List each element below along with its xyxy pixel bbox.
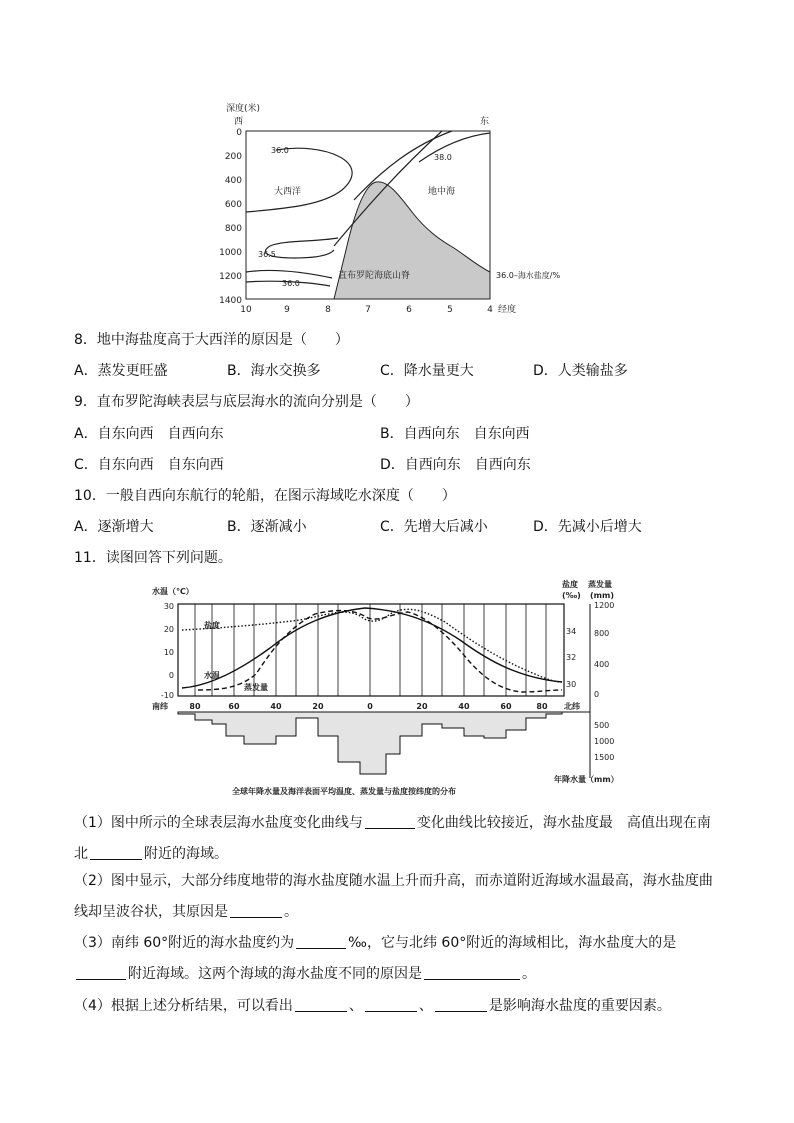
- lat-tick: 80: [189, 702, 201, 711]
- evap-axis-label: 蒸发量: [588, 580, 612, 589]
- temp-tick: 30: [163, 602, 174, 611]
- evap-ticks: [594, 601, 614, 699]
- lat-tick: 40: [270, 702, 282, 711]
- q9-option-c[interactable]: C．自东向西 自东向西: [74, 457, 224, 473]
- temp-axis-label: 水温（℃）: [152, 587, 194, 596]
- precip-tick: 1500: [594, 753, 615, 762]
- sq4-sep-2: 、: [418, 998, 433, 1014]
- salinity-ticks: [566, 627, 576, 689]
- depth-axis-label: 深度(米): [226, 104, 261, 114]
- q9-option-d[interactable]: D．自西向东 自西向东: [380, 457, 531, 473]
- lon-tick: 7: [365, 305, 371, 315]
- sq4-sep-1: 、: [348, 998, 363, 1014]
- q8-option-d[interactable]: D．人类输盐多: [533, 363, 628, 379]
- sub-question-3: [74, 928, 724, 990]
- evap-tick: 1200: [594, 601, 615, 610]
- q10-option-d[interactable]: D．先减小后增大: [533, 519, 642, 535]
- sq3-text-d: 。: [522, 966, 536, 982]
- sq2-text-b: 。: [284, 904, 298, 920]
- salinity-curve-label: 盐度: [204, 621, 220, 630]
- lon-tick: 4: [487, 305, 493, 315]
- q8-option-b[interactable]: B．海水交换多: [227, 363, 321, 379]
- lon-tick: 8: [325, 305, 331, 315]
- latitude-distribution-chart: [150, 578, 620, 800]
- q10-option-b[interactable]: B．逐渐减小: [227, 519, 307, 535]
- lat-tick: 20: [312, 702, 324, 711]
- depth-tick: 1200: [219, 272, 242, 282]
- sub-question-1: [74, 808, 724, 870]
- precip-axis-label: 年降水量（mm）: [554, 775, 619, 784]
- iso-label-36-0-bottom: 36.0: [282, 279, 300, 288]
- temp-curve-label: 水温: [204, 671, 220, 680]
- latitude-ticks: [152, 701, 580, 711]
- question-9-stem: 9．直布罗陀海峡表层与底层海水的流向分别是（ ）: [74, 394, 419, 410]
- answer-blank[interactable]: [424, 965, 520, 980]
- salinity-tick: 34: [566, 627, 577, 636]
- lat-tick: 60: [500, 702, 512, 711]
- q9-option-a[interactable]: A．自东向西 自西向东: [74, 426, 224, 442]
- precip-tick: 1000: [594, 737, 615, 746]
- salinity-tick: 30: [566, 680, 577, 689]
- lat-south-label: 南纬: [152, 702, 168, 711]
- isohaline-36-0-top: [246, 148, 352, 212]
- evap-tick: 800: [594, 629, 610, 638]
- answer-blank[interactable]: [295, 997, 347, 1012]
- answer-blank[interactable]: [296, 934, 346, 949]
- sq3-text-c: 附近海域。这两个海域的海水盐度不同的原因是: [128, 966, 422, 982]
- question-11-stem: 11．读图回答下列问题。: [74, 550, 232, 566]
- salinity-curve: [182, 609, 562, 682]
- chart-caption: 全球年降水量及海洋表面平均温度、蒸发量与盐度按纬度的分布: [232, 787, 456, 796]
- answer-blank[interactable]: [76, 965, 126, 980]
- ridge-seafloor: [334, 182, 490, 299]
- lon-tick: 5: [447, 305, 453, 315]
- evap-curve-label: 蒸发量: [244, 683, 268, 692]
- depth-ticks: [219, 128, 242, 306]
- salinity-legend: 36.0–海水盐度/%: [496, 271, 561, 280]
- sq1-text-c: 附近的海域。: [144, 846, 228, 862]
- answer-blank[interactable]: [90, 845, 142, 860]
- depth-tick: 600: [224, 200, 242, 210]
- sq4-text-d: 是影响海水盐度的重要因素。: [488, 998, 671, 1014]
- temp-curve: [182, 608, 562, 688]
- depth-tick: 1400: [219, 296, 242, 306]
- ridge-label: 直布罗陀海底山脊: [338, 271, 411, 281]
- sub-question-2: [74, 866, 724, 928]
- sq4-text-a: （4）根据上述分析结果，可以看出: [74, 998, 293, 1014]
- q9-option-b[interactable]: B．自西向东 自东向西: [380, 426, 530, 442]
- q10-option-c[interactable]: C．先增大后减小: [380, 519, 488, 535]
- iso-label-38-0: 38.0: [434, 153, 452, 162]
- lat-north-label: 北纬: [564, 702, 580, 711]
- sub-question-4: [74, 991, 724, 1022]
- lat-tick: 20: [416, 702, 428, 711]
- answer-blank[interactable]: [435, 997, 487, 1012]
- temp-tick: 0: [168, 671, 174, 680]
- temp-tick: -10: [160, 691, 174, 700]
- answer-blank[interactable]: [365, 814, 415, 829]
- lat-tick: 60: [228, 702, 240, 711]
- precip-ticks: [594, 721, 614, 762]
- temp-tick: 20: [163, 625, 174, 634]
- iso-label-36-0-top: 36.0: [271, 146, 289, 155]
- depth-tick: 0: [236, 128, 242, 138]
- salinity-axis-label: 盐度: [562, 580, 578, 589]
- lon-axis-label: 经度: [498, 305, 517, 315]
- mediterranean-label: 地中海: [428, 187, 456, 197]
- isohaline-36-5: [265, 238, 338, 258]
- depth-tick: 800: [224, 224, 242, 234]
- depth-tick: 200: [224, 152, 242, 162]
- lon-tick: 6: [406, 305, 412, 315]
- question-8-stem: 8．地中海盐度高于大西洋的原因是（ ）: [74, 332, 349, 348]
- sq3-text-b: ‰，它与北纬 60°附近的海域相比，海水盐度大的是: [348, 935, 677, 951]
- lon-tick: 9: [284, 305, 290, 315]
- evap-curve: [198, 611, 562, 692]
- atlantic-label: 大西洋: [274, 187, 302, 197]
- salinity-tick: 32: [566, 653, 577, 662]
- west-label: 西: [234, 117, 244, 127]
- evap-tick: 0: [594, 690, 600, 699]
- lat-tick: 40: [458, 702, 470, 711]
- answer-blank[interactable]: [230, 903, 282, 918]
- sq3-text-a: （3）南纬 60°附近的海水盐度约为: [74, 935, 295, 951]
- depth-tick: 400: [224, 176, 242, 186]
- east-label: 东: [480, 117, 490, 127]
- isohaline-36-0-bottom: [246, 270, 332, 278]
- lat-tick: 80: [536, 702, 548, 711]
- precip-tick: 500: [594, 721, 610, 730]
- longitude-ticks: [240, 303, 516, 315]
- q8-option-c[interactable]: C．降水量更大: [380, 363, 474, 379]
- q8-option-a[interactable]: A．蒸发更旺盛: [74, 363, 168, 379]
- lon-tick: 10: [240, 305, 252, 315]
- sq2-text-a: （2）图中显示，大部分纬度地带的海水盐度随水温上升而升高，而赤道附近海域水温最高，海水盐度曲线却呈波谷状，其原因是: [74, 873, 713, 920]
- answer-blank[interactable]: [365, 997, 417, 1012]
- q10-option-a[interactable]: A．逐渐增大: [74, 519, 154, 535]
- evap-tick: 400: [594, 660, 610, 669]
- sq1-text-b: 变化曲线比较接近，海水盐度最 高值出现在南北: [74, 815, 711, 862]
- temp-ticks: [161, 602, 174, 700]
- question-10-stem: 10．一般自西向东航行的轮船，在图示海域吃水深度（ ）: [74, 488, 456, 504]
- lat-tick: 0: [367, 702, 373, 711]
- sq1-text-a: （1）图中所示的全球表层海水盐度变化曲线与: [74, 815, 363, 831]
- isohaline-38-0: [419, 133, 490, 162]
- temp-tick: 10: [163, 648, 174, 657]
- evap-axis-unit: (mm): [590, 591, 614, 600]
- precipitation-profile: [178, 712, 562, 774]
- gibraltar-salinity-section: [214, 100, 584, 320]
- depth-tick: 1000: [219, 248, 242, 258]
- salinity-axis-unit: (‰): [562, 591, 581, 600]
- iso-label-36-5: 36.5: [258, 250, 276, 259]
